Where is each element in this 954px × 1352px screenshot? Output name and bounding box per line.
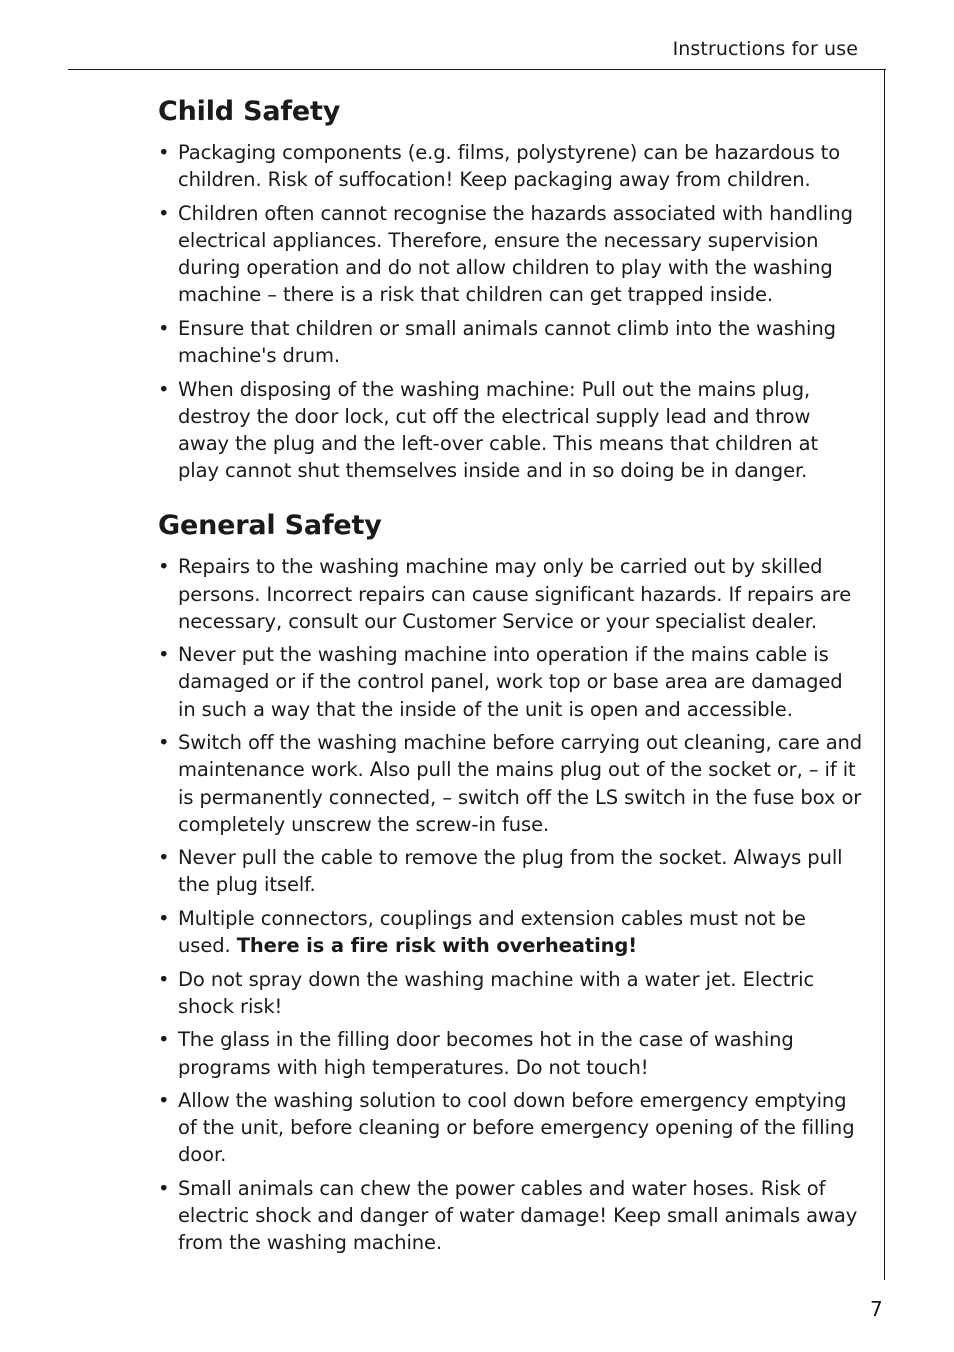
- general-safety-list: [158, 553, 864, 1256]
- list-item: [158, 641, 864, 723]
- list-item: [158, 315, 864, 369]
- bullet-icon: •: [158, 731, 170, 755]
- list-item-text: Ensure that children or small animals cannot climb into the washing machine's drum.: [178, 316, 836, 368]
- list-item: [158, 1026, 864, 1080]
- section-title-general-safety: General Safety: [158, 510, 382, 542]
- bullet-icon: •: [158, 967, 170, 991]
- list-item-text: Repairs to the washing machine may only be carried out by skilled persons. Incorrect repairs can cause significant hazards. If repairs are necessary, consult our Customer Service or your specialist dealer.: [178, 555, 852, 633]
- list-item-text: Do not spray down the washing machine with a water jet. Electric shock risk!: [178, 967, 815, 1018]
- bullet-icon: •: [158, 377, 170, 401]
- page-number: 7: [870, 1297, 883, 1321]
- bullet-icon: •: [158, 1028, 170, 1052]
- list-item: [158, 1175, 864, 1257]
- list-item: [158, 139, 864, 193]
- bullet-icon: •: [158, 846, 170, 870]
- bullet-icon: •: [158, 316, 170, 340]
- list-item: [158, 553, 864, 635]
- list-item-text: Never put the washing machine into operation if the mains cable is damaged or if the control panel, work top or base area are damaged in such a way that the inside of the unit is open and accessible.: [178, 643, 843, 721]
- list-item-text: Children often cannot recognise the hazards associated with handling electrical appliances. Therefore, ensure the necessary supervision during operation and do not allow children to play with the washing machine – there is a risk that children can get trapped inside.: [178, 201, 853, 307]
- list-item-text: Packaging components (e.g. films, polystyrene) can be hazardous to children. Risk of suffocation! Keep packaging away from children.: [178, 141, 841, 192]
- bullet-icon: •: [158, 1176, 170, 1200]
- running-header: Instructions for use: [672, 38, 858, 60]
- fire-risk-warning: There is a fire risk with overheating!: [236, 934, 638, 958]
- list-item-text: Multiple connectors, couplings and extension cables must not be used.: [178, 906, 806, 958]
- bullet-icon: •: [158, 1089, 170, 1113]
- list-item: [158, 844, 864, 898]
- list-item-text: Switch off the washing machine before carrying out cleaning, care and maintenance work. Also pull the mains plug out of the socket or, – if it is permanently connected, – switch off the LS switch in the fuse box or completely unscrew the screw-in fuse.: [178, 731, 863, 836]
- list-item-text: When disposing of the washing machine: Pull out the mains plug, destroy the door lock, cut off the electrical supply lead and throw away the plug and the left-over cable. This means that children at play cannot shut themselves inside and in so doing be in danger.: [178, 377, 819, 483]
- bullet-icon: •: [158, 201, 170, 225]
- list-item: [158, 905, 864, 959]
- list-item: [158, 376, 864, 485]
- page-content: [158, 92, 864, 1263]
- section-title-child-safety: Child Safety: [158, 96, 341, 127]
- bullet-icon: •: [158, 906, 170, 930]
- list-item: [158, 1087, 864, 1169]
- list-item-text: The glass in the filling door becomes hot in the case of washing programs with high temperatures. Do not touch!: [178, 1028, 794, 1079]
- child-safety-list: [158, 139, 864, 484]
- bullet-icon: •: [158, 555, 170, 579]
- list-item: [158, 729, 864, 838]
- list-item: [158, 200, 864, 309]
- bullet-icon: •: [158, 141, 170, 164]
- list-item-text: Never pull the cable to remove the plug from the socket. Always pull the plug itself.: [178, 846, 843, 897]
- list-item-text: Allow the washing solution to cool down before emergency emptying of the unit, before cleaning or before emergency opening of the filling door.: [178, 1089, 855, 1167]
- list-item: [158, 966, 864, 1020]
- side-rule: [884, 69, 885, 1280]
- list-item-text: Small animals can chew the power cables and water hoses. Risk of electric shock and danger of water damage! Keep small animals away from the washing machine.: [178, 1176, 858, 1255]
- bullet-icon: •: [158, 643, 170, 667]
- header-rule: [68, 69, 886, 70]
